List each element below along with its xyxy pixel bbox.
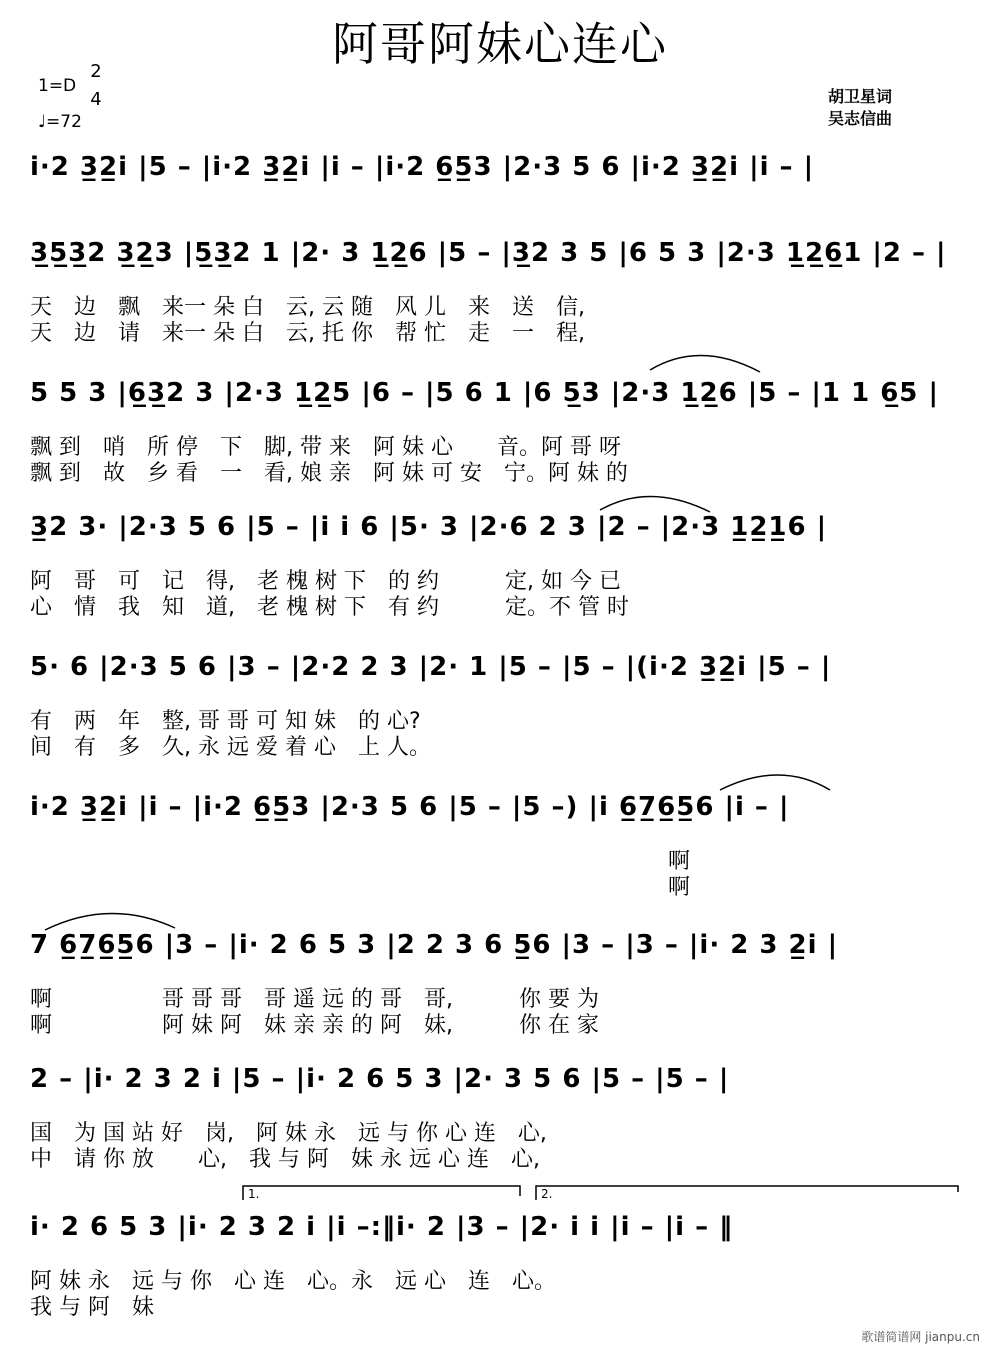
tempo-value: =72 — [46, 112, 82, 132]
volta-second-label: 2. — [541, 1187, 553, 1201]
key-signature: 1=D — [38, 76, 77, 96]
notes-line: 7 6̲7̲6̲5̲6 |3 – |i· 2 6 5 3 |2 2 3 6 5̲6 |3 – |3 – |i· 2 3 2̲i | — [30, 930, 839, 960]
lyricist: 胡卫星词 — [828, 87, 893, 106]
lyric-verse-2: 中 请 你 放 心, 我 与 阿 妹 永 远 心 连 心, — [30, 1147, 540, 1172]
lyric-verse-1: 啊 — [30, 849, 691, 874]
notes-line: 2 – |i· 2 3 2 i |5 – |i· 2 6 5 3 |2· 3 5 6 |5 – |5 – | — [30, 1064, 730, 1094]
notes-line: 5· 6 |2·3 5 6 |3 – |2·2 2 3 |2· 1 |5 – |5 – |(i·2 3̲2̲i |5 – | — [30, 652, 832, 682]
lyric-verse-2: 啊 阿 妹 阿 妹 亲 亲 的 阿 妹, 你 在 家 — [30, 1013, 599, 1038]
lyric-verse-1: 阿 哥 可 记 得, 老 槐 树 下 的 约 定, 如 今 已 — [30, 569, 621, 594]
lyric-verse-1: 天 边 飘 来一 朵 白 云, 云 随 风 儿 来 送 信, — [30, 295, 585, 320]
lyric-verse-1: 飘 到 哨 所 停 下 脚, 带 来 阿 妹 心 音。阿 哥 呀 — [30, 435, 621, 460]
notes-line: 3̲2 3· |2·3 5 6 |5 – |i i 6 |5· 3 |2·6 2 3 |2 – |2·3 1̲2̲1̲6 | — [30, 512, 828, 542]
notes-line: 3̲5̲3̲2 3̲2̲3 |5̲3̲2 1 |2· 3 1̲2̲6 |5 – |3̲2 3 5 |6 5 3 |2·3 1̲2̲6̲1 |2 – | — [30, 238, 947, 268]
composer: 吴志信曲 — [828, 109, 893, 128]
lyric-verse-1: 有 两 年 整, 哥 哥 可 知 妹 的 心? — [30, 709, 421, 734]
lyric-verse-1: 国 为 国 站 好 岗, 阿 妹 永 远 与 你 心 连 心, — [30, 1121, 547, 1146]
lyric-verse-2: 心 情 我 知 道, 老 槐 树 下 有 约 定。不 管 时 — [30, 595, 629, 620]
quarter-note-icon: ♩ — [38, 112, 47, 132]
page-title: 阿哥阿妹心连心 — [332, 17, 668, 71]
notes-line: i·2 3̲2̲i |i – |i·2 6̲5̲3 |2·3 5 6 |5 – |5 –) |i 6̲7̲6̲5̲6 |i – | — [30, 792, 790, 822]
volta-first-label: 1. — [248, 1187, 260, 1201]
notes-line: 5 5 3 |6̲3̲2 3 |2·3 1̲2̲5 |6 – |5 6 1 |6 5̲3 |2·3 1̲2̲6 |5 – |1 1 6̲5 | — [30, 378, 939, 408]
time-signature-top: 2 — [90, 61, 102, 82]
lyric-verse-2: 天 边 请 来一 朵 白 云, 托 你 帮 忙 走 一 程, — [30, 321, 585, 346]
notes-line: i·2 3̲2̲i |5 – |i·2 3̲2̲i |i – |i·2 6̲5̲3 |2·3 5 6 |i·2 3̲2̲i |i – | — [30, 152, 815, 182]
lyric-verse-1: 阿 妹 永 远 与 你 心 连 心。永 远 心 连 心。 — [30, 1269, 556, 1294]
lyric-verse-2: 间 有 多 久, 永 远 爱 着 心 上 人。 — [30, 735, 431, 760]
notes-line: i· 2 6 5 3 |i· 2 3 2 i |i –:‖i· 2 |3 – |2· i i |i – |i – ‖ — [30, 1212, 734, 1242]
time-signature-bottom: 4 — [90, 89, 102, 110]
lyric-verse-2: 我 与 阿 妹 — [30, 1295, 154, 1320]
lyric-verse-1: 啊 哥 哥 哥 哥 遥 远 的 哥 哥, 你 要 为 — [30, 987, 599, 1012]
lyric-verse-2: 啊 — [30, 875, 691, 900]
watermark: 歌谱简谱网 jianpu.cn — [861, 1330, 980, 1344]
lyric-verse-2: 飘 到 故 乡 看 一 看, 娘 亲 阿 妹 可 安 宁。阿 妹 的 — [30, 461, 628, 486]
